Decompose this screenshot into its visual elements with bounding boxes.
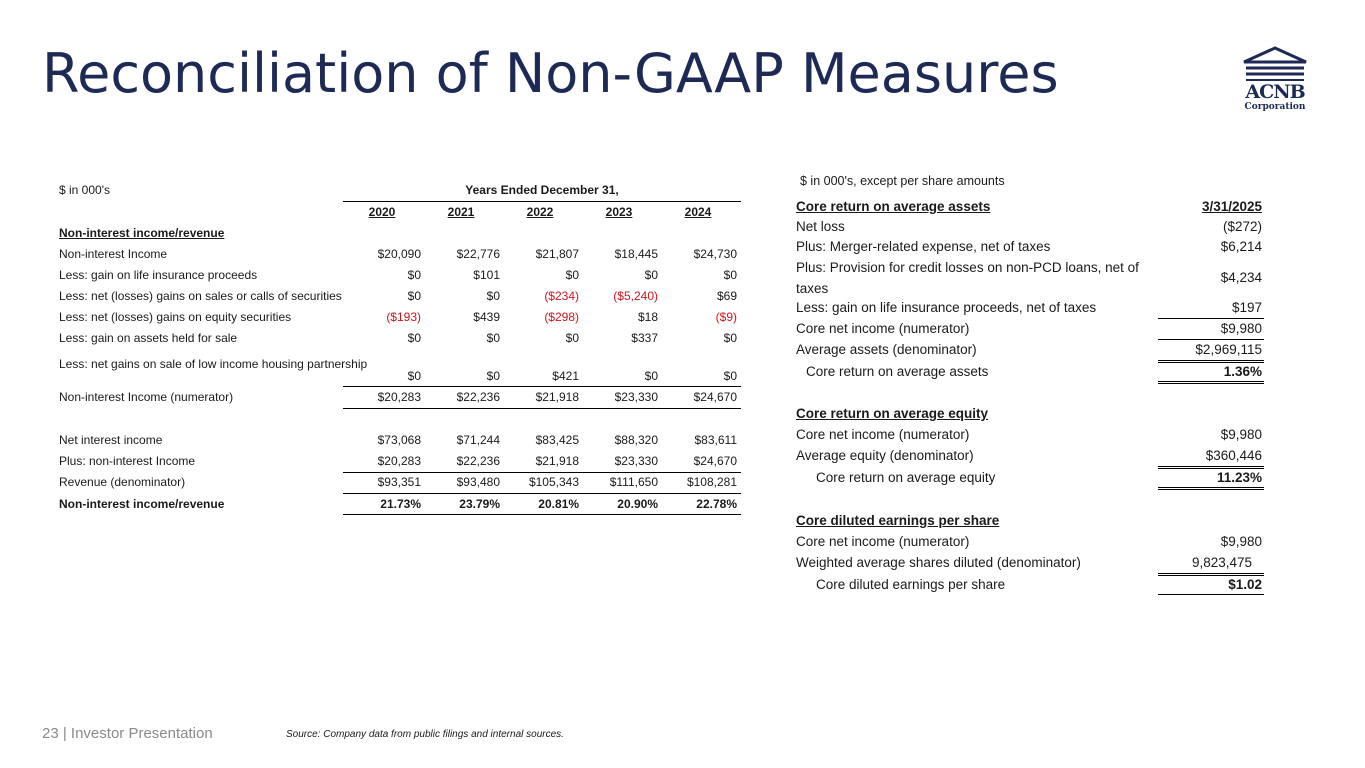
logo-name: ACNB [1245,81,1305,103]
cell: $69 [716,289,737,303]
source-note: Source: Company data from public filings and internal sources. [286,729,564,740]
year-2020: 2020 [368,205,396,219]
cell: ($234) [544,289,579,303]
cell: $0 [407,289,421,303]
result-label: Core diluted earnings per share [816,577,1006,592]
cell: $0 [486,369,500,383]
year-2023: 2023 [605,205,633,219]
cell: $337 [631,331,658,345]
unit-note: $ in 000's, except per share amounts [800,174,1005,188]
section-heading: Core diluted earnings per share [796,513,1000,528]
bank-building-icon [1238,46,1312,82]
row-value: $9,980 [1220,321,1262,336]
cell: ($9) [715,310,737,324]
row-label: Non-interest Income [59,247,168,261]
cell: $88,320 [614,433,658,447]
cell: $21,918 [535,454,579,468]
year-2021: 2021 [447,205,475,219]
cell: $22,236 [456,390,500,404]
row-label: Core net income (numerator) [796,321,970,336]
cell: 22.78% [696,497,737,511]
row-label: Plus: Merger-related expense, net of taxes [796,239,1051,254]
row-value: $360,446 [1205,448,1262,463]
page-number: 23 [42,725,59,742]
year-2024: 2024 [684,205,712,219]
row-label: Less: gain on life insurance proceeds [59,268,258,282]
row-label: Less: net (losses) gains on sales or calls of securities [59,289,342,303]
table-row [59,497,741,515]
acnb-logo [1238,46,1312,118]
section-heading: Core return on average assets [796,199,991,214]
cell: $0 [407,268,421,282]
cell: $0 [644,268,658,282]
row-label: Average equity (denominator) [796,448,974,463]
row-label: Non-interest income/revenue [59,497,225,511]
cell: $22,236 [456,454,500,468]
cell: 21.73% [380,497,421,511]
cell: $108,281 [686,475,737,489]
row-label: Net loss [796,219,845,234]
year-2022: 2022 [526,205,554,219]
cell: $111,650 [609,475,658,489]
cell: $22,776 [456,247,500,261]
row-label: Non-interest Income (numerator) [59,390,234,404]
footer-section: | Investor Presentation [62,725,213,742]
cell: $93,351 [377,475,421,489]
cell: $421 [552,369,579,383]
cell: $24,670 [693,390,737,404]
footer-page-info [42,725,213,742]
row-label: Revenue (denominator) [59,475,186,489]
result-value: 11.23% [1216,470,1262,485]
cell: $0 [565,331,579,345]
cell: $105,343 [528,475,579,489]
row-value: ($272) [1222,219,1262,234]
unit-label: $ in 000's [59,183,110,197]
cell: $0 [486,289,500,303]
years-header: Years Ended December 31, [465,183,619,197]
result-label: Core return on average assets [806,364,989,379]
result-value: 1.36% [1223,364,1262,379]
section-row [59,226,741,244]
cell: 20.90% [617,497,658,511]
table-row [59,390,741,408]
cell: $0 [486,331,500,345]
row-value: $4,234 [1220,270,1262,285]
cell: $0 [644,369,658,383]
cell: $93,480 [456,475,500,489]
cell: ($298) [544,310,579,324]
row-label: Less: net (losses) gains on equity securities [59,310,292,324]
cell: $0 [407,331,421,345]
date-header: 3/31/2025 [1201,199,1262,214]
row-label: Average assets (denominator) [796,342,977,357]
logo-subtitle: Corporation [1244,102,1306,112]
cell: $83,425 [535,433,579,447]
table-row [59,268,741,286]
cell: $71,244 [456,433,500,447]
row-label: Less: gain on life insurance proceeds, net of taxes [796,300,1097,315]
page-title: Reconciliation of Non-GAAP Measures [42,42,1059,105]
cell: $0 [723,331,737,345]
result-value: $1.02 [1228,577,1262,592]
cell: $20,090 [377,247,421,261]
table-header-row [59,183,741,201]
cell: $20,283 [377,390,421,404]
cell: 23.79% [459,497,500,511]
table-row [59,454,741,472]
row-label: Less: net gains on sale of low income housing partnership [59,357,368,371]
cell: $21,918 [535,390,579,404]
cell: $24,670 [693,454,737,468]
row-value: $9,980 [1220,427,1262,442]
row-label: Plus: Provision for credit losses on non-PCD loans, net of [796,260,1139,275]
row-label: Core net income (numerator) [796,427,970,442]
cell: $23,330 [614,390,658,404]
cell: $0 [565,268,579,282]
table-row [59,331,741,349]
cell: $18,445 [614,247,658,261]
row-label: Less: gain on assets held for sale [59,331,238,345]
section-label: Non-interest income/revenue [59,226,225,240]
row-value: $197 [1231,300,1262,315]
cell: $73,068 [377,433,421,447]
table-row [59,289,741,307]
cell: ($193) [386,310,421,324]
table-row [59,475,741,493]
row-label: Net interest income [59,433,163,447]
cell: $439 [473,310,500,324]
years-row [59,205,741,223]
row-value: $2,969,115 [1195,342,1262,357]
cell: $101 [473,268,500,282]
table-row [59,433,741,451]
cell: $0 [407,369,421,383]
row-value: 9,823,475 [1191,555,1252,570]
row-label: Weighted average shares diluted (denominator) [796,555,1081,570]
row-value: $6,214 [1220,239,1262,254]
cell: $83,611 [694,433,737,447]
table-row-values [59,369,741,387]
cell: $23,330 [614,454,658,468]
cell: $0 [723,268,737,282]
row-label: Core net income (numerator) [796,534,970,549]
row-value: $9,980 [1220,534,1262,549]
cell: $18 [637,310,658,324]
row-label: Plus: non-interest Income [59,454,196,468]
cell: $24,730 [693,247,737,261]
row-label: taxes [796,281,829,296]
section-heading: Core return on average equity [796,406,989,421]
result-label: Core return on average equity [816,470,996,485]
cell: 20.81% [538,497,579,511]
cell: ($5,240) [613,289,658,303]
cell: $20,283 [377,454,421,468]
table-row [59,247,741,265]
table-row [59,310,741,328]
cell: $21,807 [535,247,579,261]
cell: $0 [723,369,737,383]
